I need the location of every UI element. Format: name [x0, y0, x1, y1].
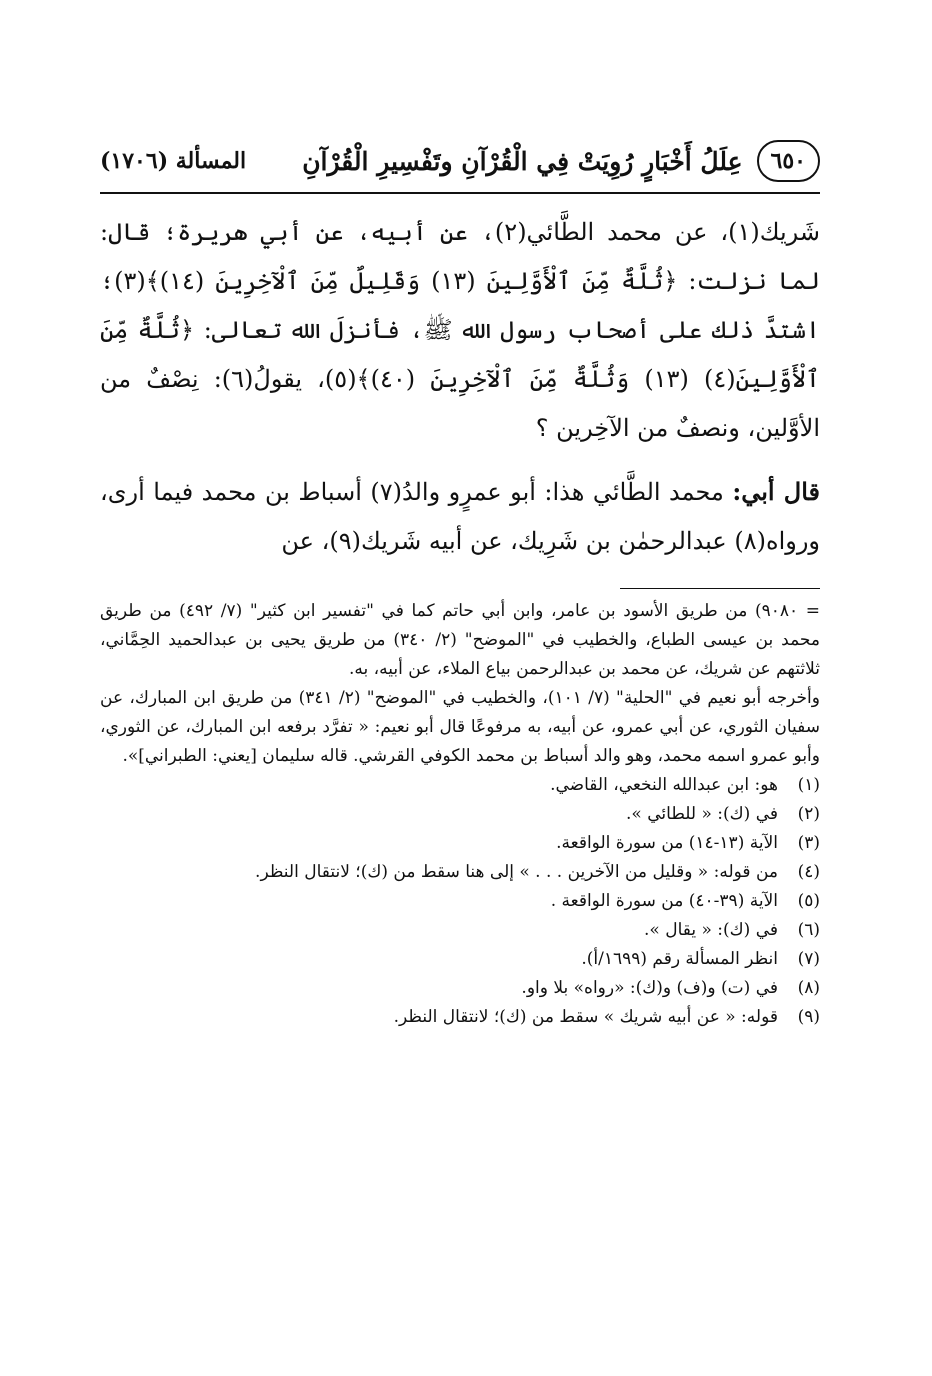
- footnote-continuation: = ٩٠٨٠) من طريق الأسود بن عامر، وابن أبي حاتم كما في "تفسير ابن كثير" (٧/ ٤٩٢) من طريق محمد بن عيسى الطباع، والخطيب في "الموضح" (٢/ ٣٤٠) من طريق يحيى بن عبدالحميد الحِمَّاني، ثلاثتهم عن شريك، عن محمد بن عبدالرحمن بياع الملاء، عن أبيه، به.: [100, 601, 821, 679]
- footnote: [100, 1003, 820, 1032]
- footnote-text: في (ت) و(ف) و(ك): «رواه» بلا واو.: [521, 978, 778, 998]
- footnote: [100, 945, 820, 974]
- footnote-text: في (ك): « للطائي ».: [626, 804, 778, 824]
- page-number-badge: ٦٥٠: [757, 140, 820, 182]
- paragraph-commentary: [100, 467, 820, 566]
- footnote: [100, 800, 820, 829]
- footnotes-section: [100, 597, 820, 1032]
- footnote-text: في (ك): « يقال ».: [644, 920, 778, 940]
- footnote-text: قوله: « عن أبيه شريك » سقط من (ك)؛ لانتقال النظر.: [393, 1007, 778, 1027]
- paragraph-hadith: شَريك(١)، عن محمد الطَّائي(٢)، عن أبيه، عن أبي هريرة؛ قال: لما نزلت: ﴿ثُلَّةٌ مِّنَ ٱلْأَوَّلِينَ (١٣) وَقَلِيلٌ مِّنَ ٱلْآخِرِينَ (١٤)﴾(٣)؛ اشتدَّ ذلك على أصحاب رسول الله ﷺ، فأنزلَ الله تعالى: ﴿ثُلَّةٌ مِّنَ ٱلْأَوَّلِينَ(٤) (١٣) وَثُلَّةٌ مِّنَ ٱلْآخِرِينَ (٤٠)﴾(٥)، يقولُ(٦): نِصْفٌ من الأوَّلين، ونصفٌ من الآخِرين ؟: [100, 218, 821, 442]
- footnote-text: انظر المسألة رقم (١٦٩٩/أ).: [581, 949, 778, 969]
- footnote-text: من قوله: « وقليل من الآخرين . . . » إلى هنا سقط من (ك)؛ لانتقال النظر.: [255, 862, 778, 882]
- footnote-separator: [620, 588, 820, 589]
- footnote-number: (٦): [797, 920, 820, 940]
- footnote-number: (٥): [797, 891, 820, 911]
- footnote-number: (٨): [797, 978, 820, 998]
- running-title: عِلَلُ أَخْبَارٍ رُوِيَتْ فِي الْقُرْآنِ وتَفْسِيرِ الْقُرْآنِ: [302, 146, 743, 176]
- footnote: [100, 916, 820, 945]
- footnote-number: (٣): [797, 833, 820, 853]
- issue-number: المسألة (١٧٠٦): [100, 148, 247, 174]
- footnote-continuation: وأخرجه أبو نعيم في "الحلية" (٧/ ١٠١)، والخطيب في "الموضح" (٢/ ٣٤١) من طريق ابن المبارك، عن سفيان الثوري، عن أبي عمرو، عن أبيه، به مرفوعًا قال أبو نعيم: « تفرَّد برفعه ابن المبارك، عن الثوري، وأبو عمرو اسمه محمد، وهو والد أسباط بن محمد الكوفي القرشي. قاله سليمان [يعني: الطبراني]».: [100, 688, 820, 766]
- footnote-number: (٤): [797, 862, 820, 882]
- paragraph-lead: قال أبي:: [732, 477, 820, 506]
- document-page: [100, 130, 820, 1032]
- footnote: [100, 887, 820, 916]
- footnote: [100, 974, 820, 1003]
- footnote: [100, 771, 820, 800]
- footnote-number: (٩): [797, 1007, 820, 1027]
- footnote: [100, 829, 820, 858]
- page-header: [100, 130, 820, 194]
- footnote-number: (١): [797, 775, 820, 795]
- footnote: [100, 858, 820, 887]
- footnote-text: هو: ابن عبدالله النخعي، القاضي.: [550, 775, 778, 795]
- main-text: [100, 208, 820, 566]
- paragraph-commentary-text: محمد الطَّائي هذا: أبو عمرٍو والدُ(٧) أسباط بن محمد فيما أرى، ورواه(٨) عبدالرحمٰن بن شَرِيك، عن أبيه شَريك(٩)، عن: [100, 478, 820, 555]
- footnote-number: (٢): [797, 804, 820, 824]
- footnote-text: الآية (١٣-١٤) من سورة الواقعة.: [556, 833, 778, 853]
- footnote-number: (٧): [797, 949, 820, 969]
- footnote-text: الآية (٣٩-٤٠) من سورة الواقعة .: [550, 891, 778, 911]
